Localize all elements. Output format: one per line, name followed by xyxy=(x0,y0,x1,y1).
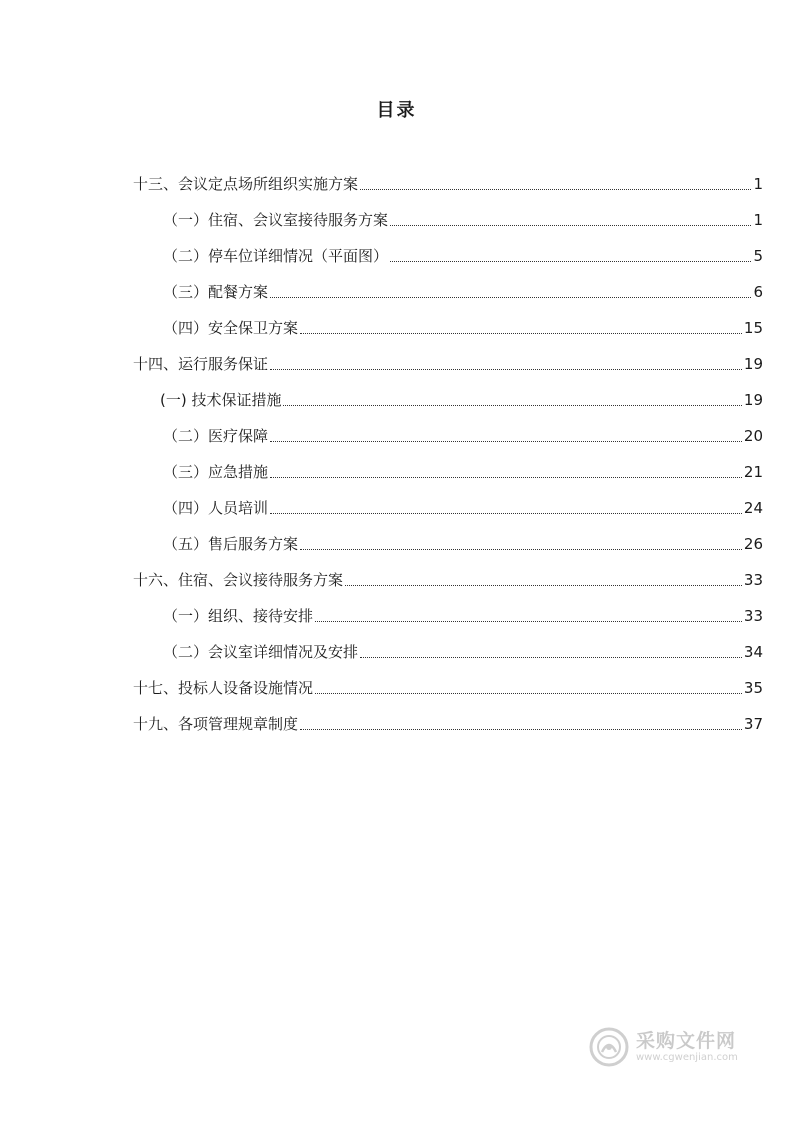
toc-entry-label: 十四、运行服务保证 xyxy=(133,355,269,373)
toc-entry-page: 34 xyxy=(743,643,763,661)
toc-leader-dots xyxy=(315,619,742,622)
toc-entry-label: （三）配餐方案 xyxy=(163,283,269,301)
toc-entry-page: 1 xyxy=(753,175,763,193)
toc-entry-page: 1 xyxy=(753,211,763,229)
toc-entry-page: 6 xyxy=(753,283,763,301)
toc-leader-dots xyxy=(270,439,742,442)
toc-entry-label: （五）售后服务方案 xyxy=(163,535,299,553)
watermark xyxy=(588,1026,738,1068)
toc-entry-label: （四）人员培训 xyxy=(163,499,269,517)
toc-leader-dots xyxy=(300,331,742,334)
toc-entry-page: 26 xyxy=(743,535,763,553)
toc-entry-page: 33 xyxy=(743,607,763,625)
toc-entry[interactable] xyxy=(163,532,763,554)
toc-leader-dots xyxy=(360,655,742,658)
toc-entry[interactable] xyxy=(163,280,763,302)
watermark-text: 采购文件网 xyxy=(636,1030,737,1052)
toc-entry-page: 19 xyxy=(743,355,763,373)
toc-leader-dots xyxy=(345,583,742,586)
toc-entry[interactable] xyxy=(163,460,763,482)
toc-entry-label: 十六、住宿、会议接待服务方案 xyxy=(133,571,344,589)
toc-leader-dots xyxy=(300,727,742,730)
toc-entry-label: （三）应急措施 xyxy=(163,463,269,481)
toc-entry-label: （二）停车位详细情况（平面图） xyxy=(163,247,389,265)
toc-entry-page: 15 xyxy=(743,319,763,337)
toc-entry-label: (一) 技术保证措施 xyxy=(160,391,282,409)
toc-entry[interactable] xyxy=(133,676,763,698)
toc-entry[interactable] xyxy=(163,316,763,338)
toc-entry[interactable] xyxy=(163,424,763,446)
toc-entry-label: （二）会议室详细情况及安排 xyxy=(163,643,359,661)
toc-entry[interactable] xyxy=(133,712,763,734)
toc-leader-dots xyxy=(270,367,742,370)
toc-entry-page: 21 xyxy=(743,463,763,481)
toc-entry-page: 33 xyxy=(743,571,763,589)
toc-leader-dots xyxy=(270,475,742,478)
toc-title: 目录 xyxy=(376,100,417,121)
toc-entry-page: 37 xyxy=(743,715,763,733)
toc-leader-dots xyxy=(300,547,742,550)
toc-entry[interactable] xyxy=(163,244,763,266)
toc-leader-dots xyxy=(390,259,751,262)
toc-entry-page: 24 xyxy=(743,499,763,517)
toc-entry[interactable] xyxy=(163,208,763,230)
toc-entry-page: 5 xyxy=(753,247,763,265)
toc-entry[interactable] xyxy=(133,568,763,590)
toc-entry[interactable] xyxy=(163,496,763,518)
cgwenjian-logo-icon xyxy=(588,1026,630,1068)
toc-entry-label: （四）安全保卫方案 xyxy=(163,319,299,337)
watermark-url: www.cgwenjian.com xyxy=(636,1052,738,1063)
toc-entry-page: 20 xyxy=(743,427,763,445)
toc-leader-dots xyxy=(270,295,751,298)
toc-entry[interactable] xyxy=(133,352,763,374)
toc-entry-page: 35 xyxy=(743,679,763,697)
toc-entry-label: 十七、投标人设备设施情况 xyxy=(133,679,314,697)
toc-entry-label: 十九、各项管理规章制度 xyxy=(133,715,299,733)
toc-leader-dots xyxy=(390,223,751,226)
toc-entry[interactable] xyxy=(163,604,763,626)
toc-entry[interactable] xyxy=(133,172,763,194)
toc-entry[interactable] xyxy=(163,640,763,662)
toc-entry[interactable] xyxy=(160,388,763,410)
toc-entry-label: （一）住宿、会议室接待服务方案 xyxy=(163,211,389,229)
toc-entry-label: 十三、会议定点场所组织实施方案 xyxy=(133,175,359,193)
toc-leader-dots xyxy=(360,187,751,190)
toc-entry-label: （二）医疗保障 xyxy=(163,427,269,445)
toc-leader-dots xyxy=(283,403,741,406)
toc-entry-label: （一）组织、接待安排 xyxy=(163,607,314,625)
toc-leader-dots xyxy=(315,691,742,694)
toc-entry-page: 19 xyxy=(743,391,763,409)
toc-leader-dots xyxy=(270,511,742,514)
